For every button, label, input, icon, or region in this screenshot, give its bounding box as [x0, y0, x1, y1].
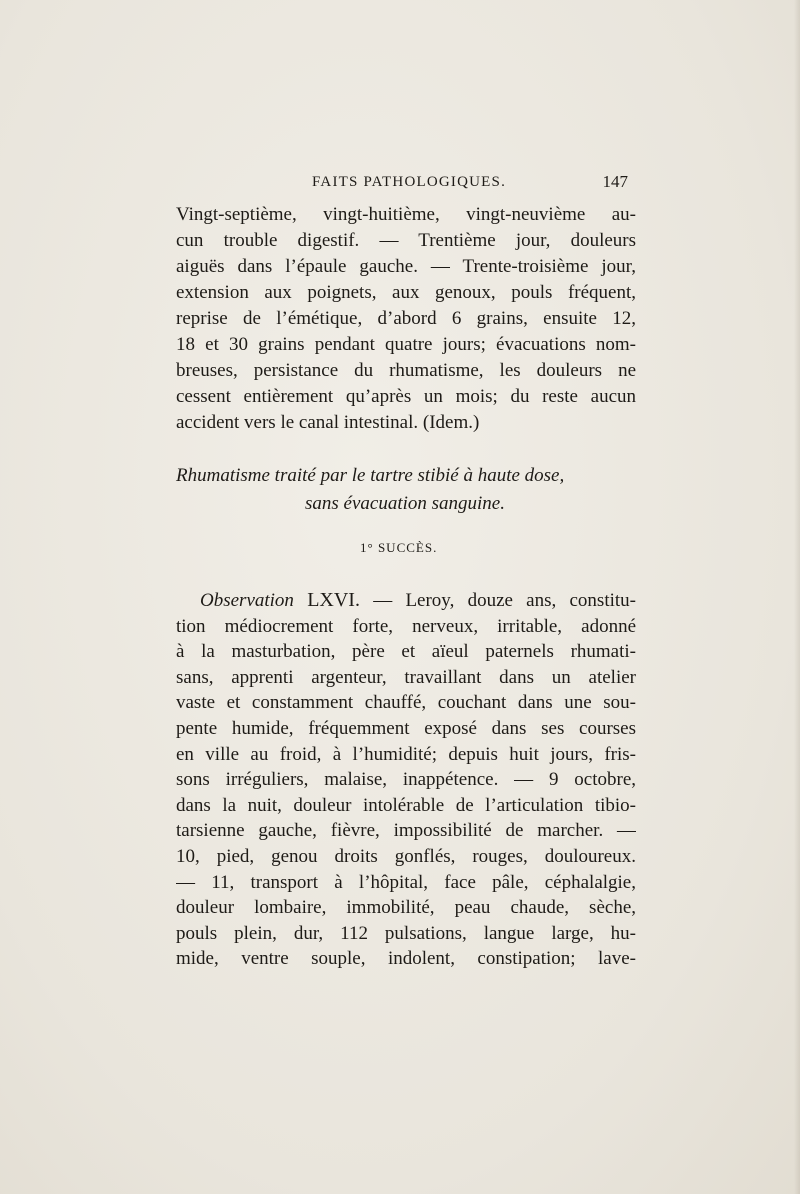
- section-title: [160, 462, 650, 518]
- subheading: 1° SUCCÈS.: [360, 540, 438, 555]
- text-line: reprise de l’émétique, d’abord 6 grains, ensuite 12,: [176, 308, 636, 329]
- section-title-line: Rhumatisme traité par le tartre stibié à haute dose,: [176, 465, 565, 486]
- text-line: cessent entièrement qu’après un mois; du reste aucun: [176, 386, 636, 407]
- text-line: dans la nuit, douleur intolérable de l’articulation tibio-: [176, 794, 636, 816]
- text-line: sons irréguliers, malaise, inappétence. — 9 octobre,: [176, 769, 636, 791]
- text-line: en ville au froid, à l’humidité; depuis huit jours, fris-: [176, 743, 636, 765]
- paragraph-continuation: [176, 202, 636, 436]
- text-line: pente humide, fréquemment exposé dans ses courses: [176, 717, 636, 739]
- text-line: 10, pied, genou droits gonflés, rouges, douloureux.: [176, 845, 636, 867]
- observation-label: Observation: [200, 590, 294, 611]
- text-line: — 11, transport à l’hôpital, face pâle, céphalalgie,: [176, 871, 636, 893]
- observation-number: LXVI.: [307, 589, 360, 611]
- text-line: cun trouble digestif. — Trentième jour, douleurs: [176, 230, 636, 251]
- text-line: douleur lombaire, immobilité, peau chaude, sèche,: [176, 897, 636, 919]
- section-title-line: sans évacuation sanguine.: [304, 493, 505, 514]
- observation-first-line: — Leroy, douze ans, constitu-: [359, 590, 636, 611]
- text-line: breuses, persistance du rhumatisme, les douleurs ne: [176, 360, 636, 381]
- page-header: [176, 172, 628, 196]
- text-line: tion médiocrement forte, nerveux, irritable, adonné: [176, 615, 636, 637]
- running-title: FAITS PATHOLOGIQUES.: [312, 174, 507, 190]
- text-line: vaste et constamment chauffé, couchant dans une sou-: [176, 692, 636, 714]
- text-line: mide, ventre souple, indolent, constipation; lave-: [176, 948, 636, 970]
- text-line: Vingt-septième, vingt-huitième, vingt-neuvième au-: [176, 204, 636, 225]
- text-line: accident vers le canal intestinal. (Idem.): [176, 412, 480, 433]
- text-line: extension aux poignets, aux genoux, pouls fréquent,: [176, 282, 636, 303]
- text-line: aiguës dans l’épaule gauche. — Trente-troisième jour,: [176, 256, 636, 277]
- text-line: 18 et 30 grains pendant quatre jours; évacuations nom-: [176, 334, 636, 355]
- page-edge-shadow: [794, 0, 800, 1194]
- page-number: 147: [602, 172, 628, 191]
- text-line: tarsienne gauche, fièvre, impossibilité de marcher. —: [176, 820, 636, 842]
- text-line: sans, apprenti argenteur, travaillant dans un atelier: [176, 666, 636, 688]
- text-line: [176, 588, 636, 614]
- text-line: à la masturbation, père et aïeul paternels rhumati-: [176, 641, 636, 663]
- text-line: pouls plein, dur, 112 pulsations, langue large, hu-: [176, 922, 636, 944]
- observation-paragraph: [176, 588, 636, 972]
